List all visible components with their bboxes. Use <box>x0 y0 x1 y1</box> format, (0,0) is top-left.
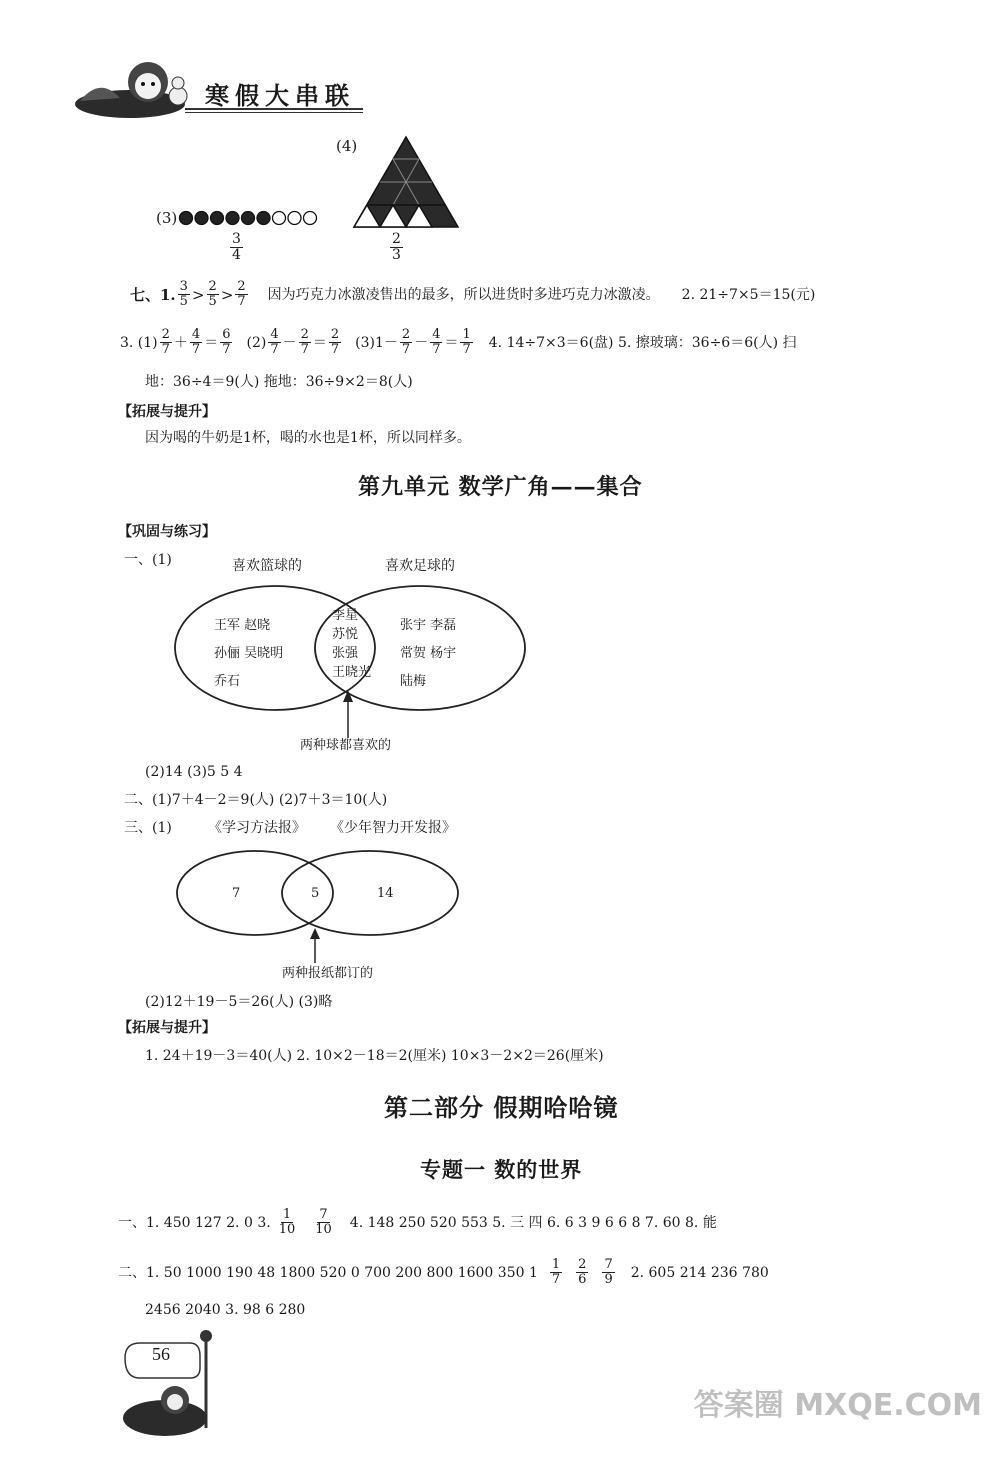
filled-circle <box>180 212 193 225</box>
fig4-label: (4) <box>336 137 358 155</box>
q7-prefix: 七、1. <box>130 285 176 304</box>
filled-circle <box>257 212 270 225</box>
fig3-label: (3) <box>156 209 178 227</box>
q1-2-answer: (2)14 (3)5 5 4 <box>145 764 243 780</box>
q7-frac-1: $\frac{3}{5}$ <box>179 279 188 309</box>
empty-circle <box>288 212 301 225</box>
filled-circle <box>226 212 239 225</box>
q3-2-answer: (2)12＋19－5＝26(人) (3)略 <box>145 994 333 1010</box>
filled-circle <box>195 212 208 225</box>
circles-figure <box>178 209 318 231</box>
watermark: 答案圈 MXQE.COM <box>693 1388 982 1423</box>
venn1-caption: 两种球都喜欢的 <box>300 738 392 753</box>
venn2-label: 三、(1) <box>124 820 172 836</box>
q7-line1: 七、1. $\frac{3}{5}$ > $\frac{2}{5}$ > $\frac{2}{7}$ 因为巧克力冰激凌售出的最多，所以进货时多进巧克力冰激凌。 2. 21÷7×5＝15(元) <box>130 279 816 309</box>
venn2-right-value: 14 <box>377 886 394 901</box>
q7-q2: 2. 21÷7×5＝15(元) <box>681 286 816 303</box>
ext1-heading: 【拓展与提升】 <box>118 404 216 420</box>
ext2-heading: 【拓展与提升】 <box>118 1020 216 1036</box>
filled-circle <box>242 212 255 225</box>
header-mascot <box>70 56 190 122</box>
venn1-right-names: 张宇 李磊 常贺 杨宇 陆梅 <box>400 618 457 689</box>
venn2-left-value: 7 <box>232 886 241 901</box>
venn2-caption: 两种报纸都订的 <box>282 966 374 981</box>
q7-frac-2: $\frac{2}{5}$ <box>208 279 217 309</box>
page-number: 56 <box>152 1344 170 1364</box>
venn1-middle-names: 李星 苏悦 张强 王晓光 <box>332 608 372 680</box>
triangle-figure <box>352 135 460 229</box>
header-rule <box>185 108 363 110</box>
venn2-right-title: 《少年智力开发报》 <box>330 820 456 836</box>
header-title: 寒假大串联 <box>205 81 355 110</box>
ans2-line: 二、1. 50 1000 190 48 1800 520 0 700 200 800 1600 350 1 $\frac{1}{7}$ $\frac{2}{6}$ $\frac{7}{9}$ 2. 605 214 236 780 <box>118 1257 769 1287</box>
header-rule-thin <box>185 112 363 113</box>
q7-frac-3: $\frac{2}{7}$ <box>237 279 246 309</box>
venn1-right-title: 喜欢足球的 <box>385 558 455 574</box>
mascot-illustration <box>70 56 190 122</box>
ext2-text: 1. 24＋19－3＝40(人) 2. 10×2－18＝2(厘米) 10×3－2×2＝26(厘米) <box>145 1048 604 1064</box>
unit9-title: 第九单元 数学广角——集合 <box>358 474 643 500</box>
fig4-fraction: $\frac{2}{3}$ <box>392 231 401 263</box>
venn1-left-names: 王军 赵晓 孙俪 吴晓明 乔石 <box>214 618 284 689</box>
q7-line3: 地：36÷4＝9(人) 拖地：36÷9×2＝8(人) <box>145 374 413 390</box>
venn2-middle-value: 5 <box>311 886 320 901</box>
empty-circle <box>273 212 286 225</box>
venn2-diagram <box>175 848 465 967</box>
ext1-text: 因为喝的牛奶是1杯，喝的水也是1杯，所以同样多。 <box>145 430 471 446</box>
filled-circle <box>211 212 224 225</box>
practice-heading: 【巩固与练习】 <box>118 524 216 540</box>
q7-line2: 3. (1) $\frac{2}{7}$ ＋ $\frac{4}{7}$ ＝ $\frac{6}{7}$ (2) $\frac{4}{7}$ － $\frac{2}{7}$ ＝ $\frac{2}{7}$ (3)1－ $\frac{2}{7}$ － $\frac{4}{7}$ ＝ $\frac{1}{7}$ 4. 14÷7×3＝6(盘) 5. 擦玻璃：36÷6＝6(人) 扫 <box>120 327 797 357</box>
fig3-fraction: $\frac{3}{4}$ <box>232 231 241 263</box>
q2-answer: 二、(1)7＋4－2＝9(人) (2)7＋3＝10(人) <box>124 792 388 808</box>
venn1-left-title: 喜欢篮球的 <box>232 558 302 574</box>
venn2-left-title: 《学习方法报》 <box>208 820 306 836</box>
ans3-line: 2456 2040 3. 98 6 280 <box>145 1302 306 1318</box>
part2-title: 第二部分 假期哈哈镜 <box>384 1093 619 1122</box>
empty-circle <box>304 212 317 225</box>
topic1-title: 专题一 数的世界 <box>420 1157 583 1182</box>
q7-reason: 因为巧克力冰激凌售出的最多，所以进货时多进巧克力冰激凌。 <box>267 286 660 303</box>
footer-mascot <box>120 1328 220 1438</box>
venn1-label: 一、(1) <box>124 552 172 568</box>
ans1-line: 一、1. 450 127 2. 0 3. $\frac{1}{10}$ $\frac{7}{10}$ 4. 148 250 520 553 5. 三 四 6. 6 3 9 6 6 8 7. 60 8. 能 <box>118 1207 717 1237</box>
